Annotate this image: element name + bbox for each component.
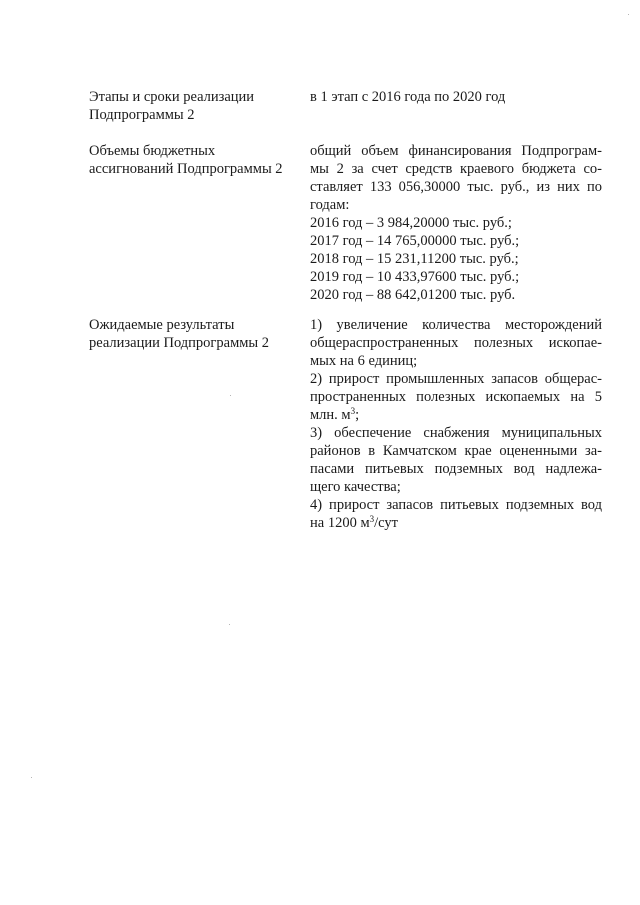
stages-label bbox=[89, 88, 289, 124]
result-line: 2) прирост промышленных запасов общерас- bbox=[310, 371, 602, 387]
scan-speck bbox=[229, 624, 230, 625]
scan-speck bbox=[230, 395, 231, 396]
scan-speck bbox=[628, 14, 629, 15]
result-line bbox=[310, 406, 602, 424]
label-line: реализации Подпрограммы 2 bbox=[89, 335, 270, 351]
value-line: общий объем финансирования Подпрограм- bbox=[310, 143, 602, 159]
result-line bbox=[310, 514, 602, 532]
stages-value bbox=[310, 88, 602, 106]
result-line: пространенных полезных ископаемых на 5 bbox=[310, 389, 602, 405]
result-line: 3) обеспечение снабжения муниципальных bbox=[310, 425, 602, 441]
superscript: 3 bbox=[350, 406, 356, 416]
value-line: мы 2 за счет средств краевого бюджета со- bbox=[310, 161, 602, 177]
result-line: общераспространенных полезных ископае- bbox=[310, 335, 602, 351]
year-line: 2019 год – 10 433,97600 тыс. руб.; bbox=[310, 269, 520, 285]
results-label bbox=[89, 316, 289, 352]
results-value bbox=[310, 316, 602, 532]
unit-text: /сут bbox=[374, 515, 398, 531]
result-line: пасами питьевых подземных вод надлежа- bbox=[310, 461, 602, 477]
value-line: в 1 этап с 2016 года по 2020 год bbox=[310, 89, 506, 105]
budget-value bbox=[310, 142, 602, 304]
unit-text: ; bbox=[355, 407, 360, 423]
result-line: 4) прирост запасов питьевых подземных вод bbox=[310, 497, 602, 513]
year-line: 2016 год – 3 984,20000 тыс. руб.; bbox=[310, 215, 512, 231]
result-line: районов в Камчатском крае оцененными за- bbox=[310, 443, 602, 459]
label-line: Ожидаемые результаты bbox=[89, 317, 235, 333]
label-line: Этапы и сроки реализации bbox=[89, 89, 255, 105]
result-line: щего качества; bbox=[310, 479, 401, 495]
year-line: 2017 год – 14 765,00000 тыс. руб.; bbox=[310, 233, 520, 249]
label-line: ассигнований Подпрограммы 2 bbox=[89, 161, 283, 177]
unit-text: млн. м bbox=[310, 407, 351, 423]
year-line: 2018 год – 15 231,11200 тыс. руб.; bbox=[310, 251, 519, 267]
value-line: годам: bbox=[310, 197, 350, 213]
scan-speck bbox=[31, 777, 32, 778]
superscript: 3 bbox=[369, 514, 375, 524]
unit-text: на 1200 м bbox=[310, 515, 370, 531]
budget-label bbox=[89, 142, 289, 178]
value-line: ставляет 133 056,30000 тыс. руб., из них по bbox=[310, 179, 602, 195]
result-line: мых на 6 единиц; bbox=[310, 353, 418, 369]
label-line: Подпрограммы 2 bbox=[89, 107, 195, 123]
result-line: 1) увеличение количества месторождений bbox=[310, 317, 602, 333]
year-line: 2020 год – 88 642,01200 тыс. руб. bbox=[310, 287, 516, 303]
label-line: Объемы бюджетных bbox=[89, 143, 216, 159]
